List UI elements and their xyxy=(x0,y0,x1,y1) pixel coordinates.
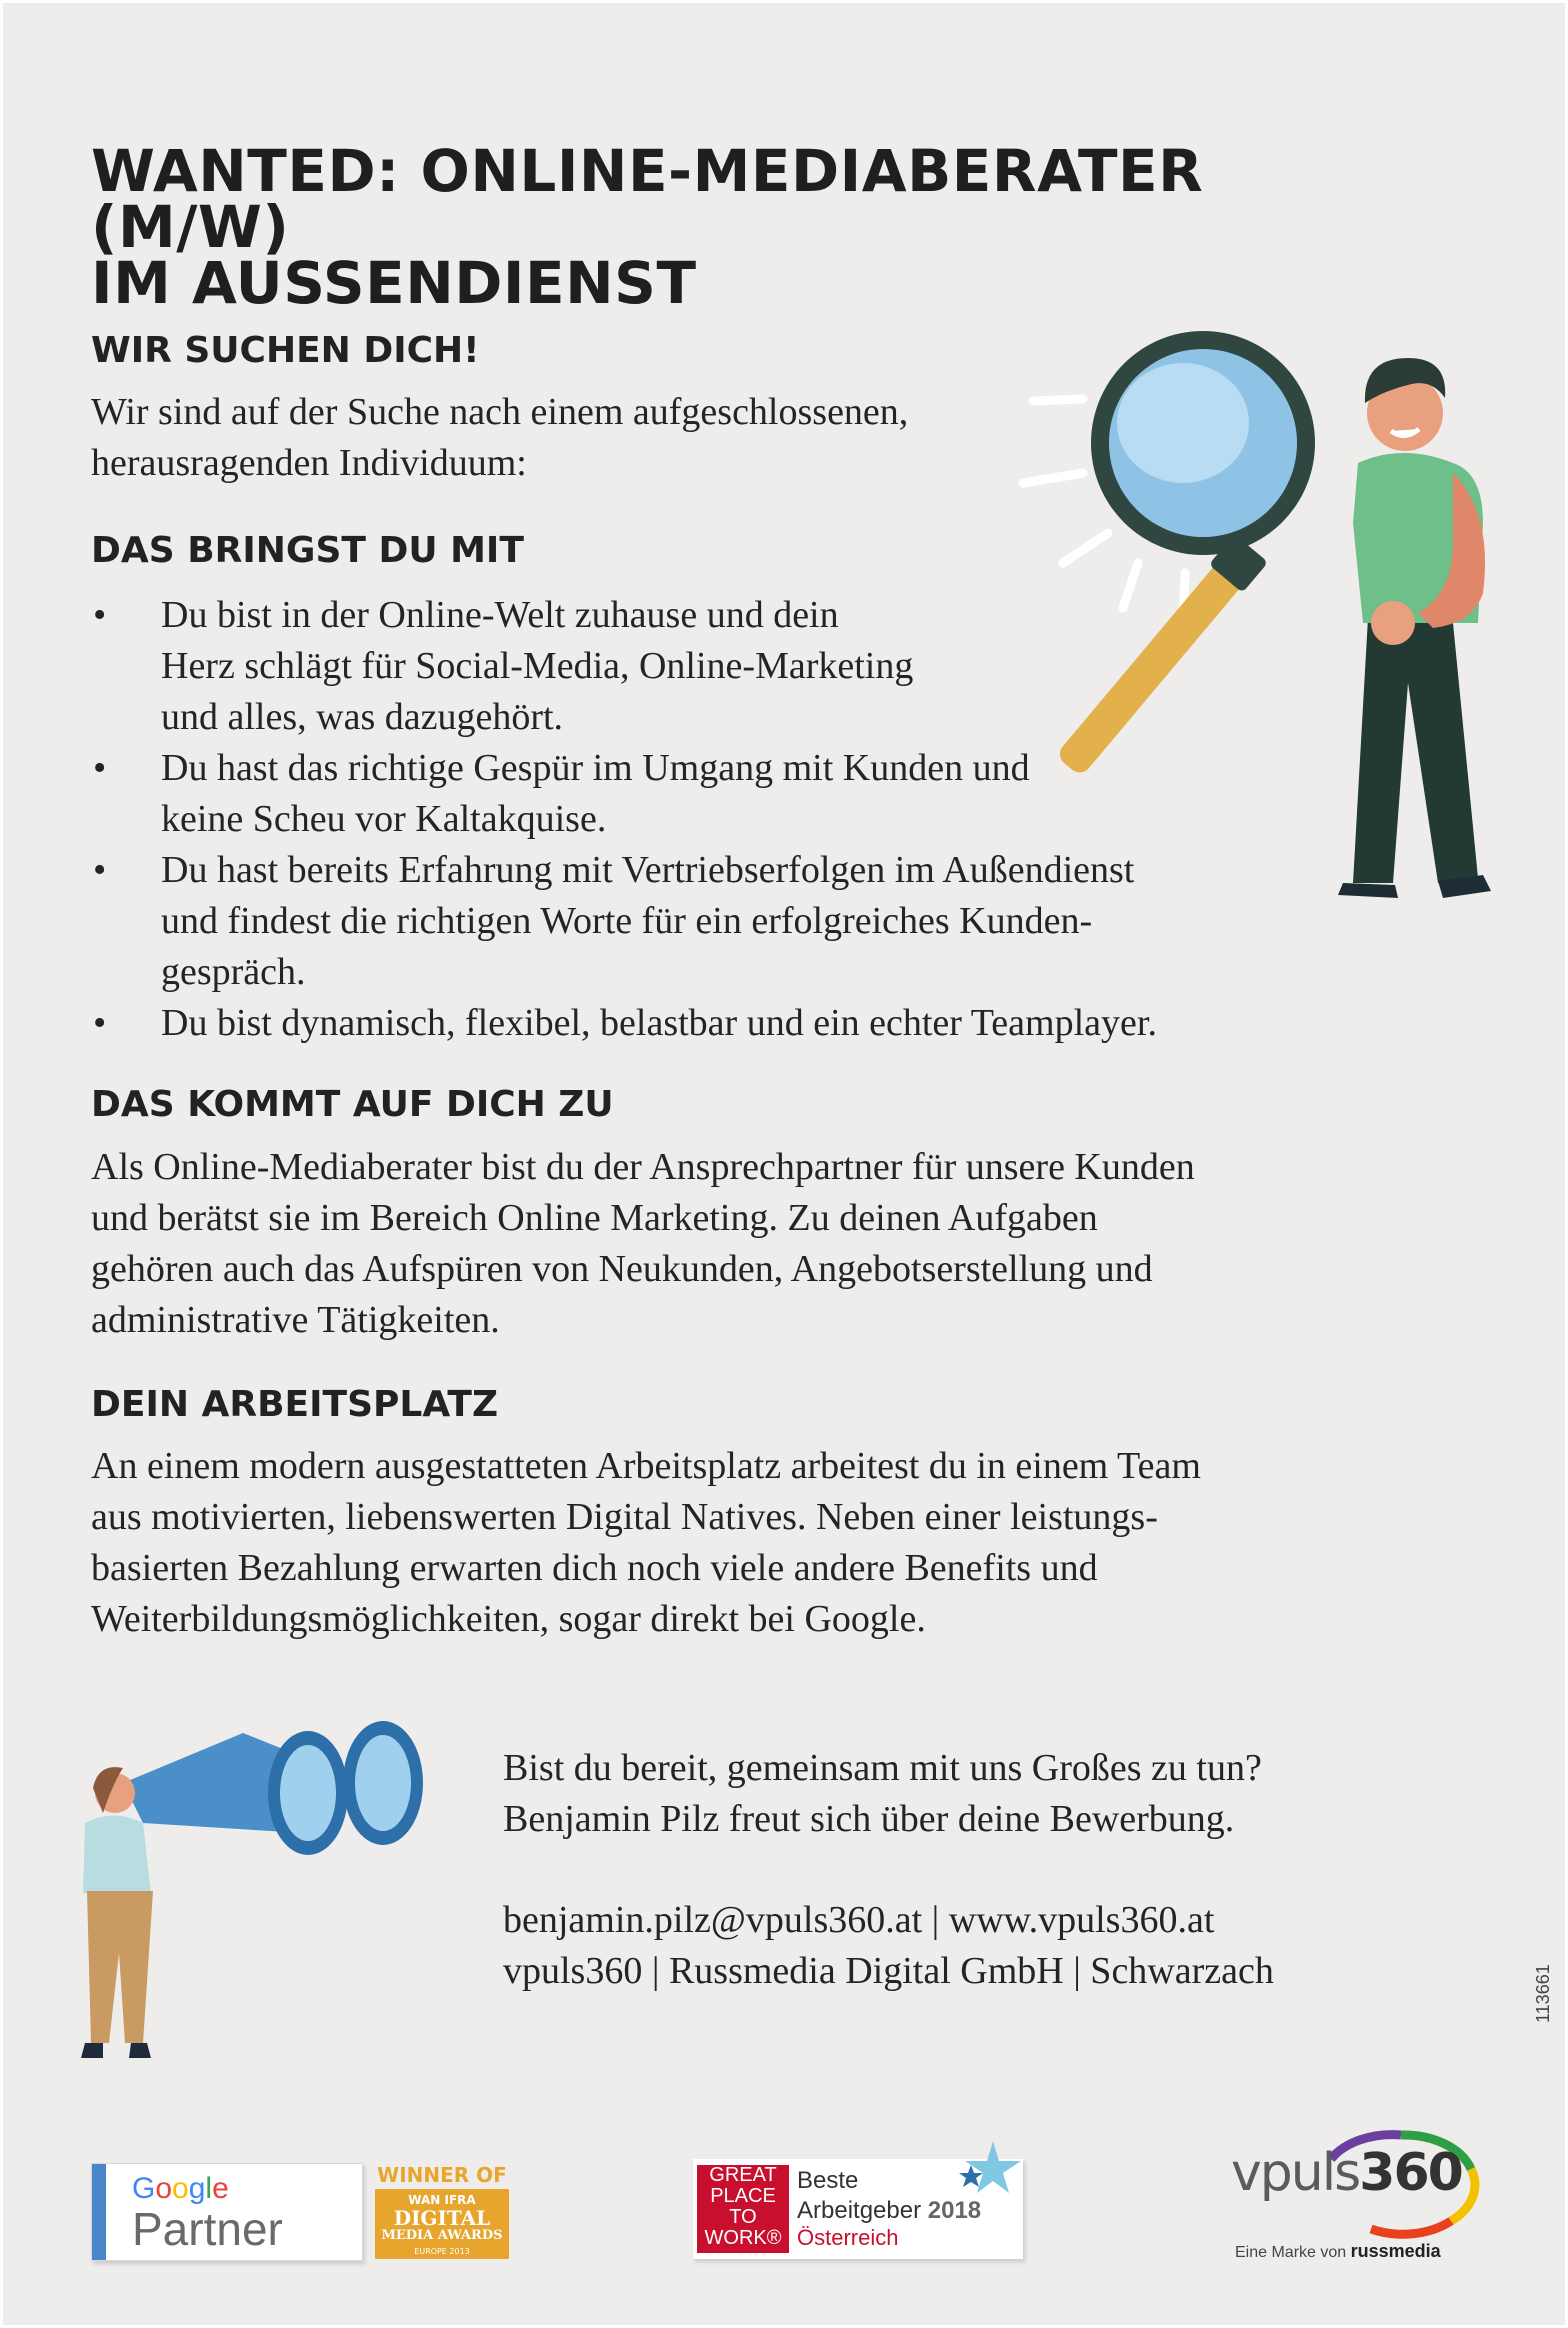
contact-company: vpuls360 | Russmedia Digital GmbH | Schwarzach xyxy=(503,1950,1274,1992)
google-partner-logo: Google Partner xyxy=(91,2163,363,2261)
heading-das-kommt-auf-dich-zu: DAS KOMMT AUF DICH ZU xyxy=(91,1084,614,1125)
contact-email-web[interactable]: benjamin.pilz@vpuls360.at | www.vpuls360.at xyxy=(503,1899,1215,1941)
call-to-action: Bist du bereit, gemeinsam mit uns Großes zu tun? Benjamin Pilz freut sich über deine Bewerbung. xyxy=(503,1747,1262,1840)
binoculars-woman-illustration xyxy=(63,1713,463,2093)
bullet-glyph: • xyxy=(93,747,107,789)
bullet-glyph: • xyxy=(93,849,107,891)
bullet-glyph: • xyxy=(93,1002,107,1044)
workplace-paragraph: An einem modern ausgestatteten Arbeitsplatz arbeitest du in einem Team aus motivierten, liebenswerten Digital Natives. Neben einer leistungs- basierten Bezahlung erwarten dich noch viele andere Benefits und Weiterbildungsmöglichkeiten, sogar direkt bei Google. xyxy=(91,1445,1201,1640)
great-place-to-work-badge: GREAT PLACE TO WORK® Beste Arbeitgeber 2018 Österreich xyxy=(693,2159,1023,2259)
magnifier-man-illustration xyxy=(1013,323,1533,903)
ad-id: 113661 xyxy=(1533,1964,1553,2023)
bullet-glyph: • xyxy=(93,594,107,636)
job-ad-page xyxy=(3,3,1565,2325)
digital-media-award-badge: WINNER OF WAN IFRA DIGITAL MEDIA AWARDS EUROPE 2013 xyxy=(375,2163,509,2259)
star-icon xyxy=(953,2139,1023,2199)
heading-das-bringst-du-mit: DAS BRINGST DU MIT xyxy=(91,530,524,571)
list-item: • Du hast bereits Erfahrung mit Vertriebserfolgen im Außendienst und findest die richtigen Worte für ein erfolgreiches Kunden- gespräch. xyxy=(91,845,1351,998)
list-item: • Du hast das richtige Gespür im Umgang mit Kunden und keine Scheu vor Kaltakquise. xyxy=(91,743,1351,845)
list-item: • Du bist dynamisch, flexibel, belastbar und ein echter Teamplayer. xyxy=(91,998,1351,1049)
google-wordmark: Google xyxy=(132,2172,229,2205)
page-title: WANTED: ONLINE-MEDIABERATER (M/W) IM AUSSENDIENST xyxy=(91,137,1204,317)
contact-details xyxy=(503,1895,1274,1997)
heading-wir-suchen-dich: WIR SUCHEN DICH! xyxy=(91,330,480,371)
vpuls360-logo: vpuls360 Eine Marke von russmedia xyxy=(1231,2123,1481,2263)
list-item: • Du bist in der Online-Welt zuhause und dein Herz schlägt für Social-Media, Online-Marketing und alles, was dazugehört. xyxy=(91,590,1351,743)
heading-dein-arbeitsplatz: DEIN ARBEITSPLATZ xyxy=(91,1384,499,1425)
tasks-paragraph: Als Online-Mediaberater bist du der Ansprechpartner für unsere Kunden und berätst sie im Bereich Online Marketing. Zu deinen Aufgaben gehören auch das Aufspüren von Neukunden, Angebotserstellung und administrative Tätigkeiten. xyxy=(91,1146,1195,1341)
intro-paragraph: Wir sind auf der Suche nach einem aufgeschlossenen, herausragenden Individuum: xyxy=(91,391,909,484)
